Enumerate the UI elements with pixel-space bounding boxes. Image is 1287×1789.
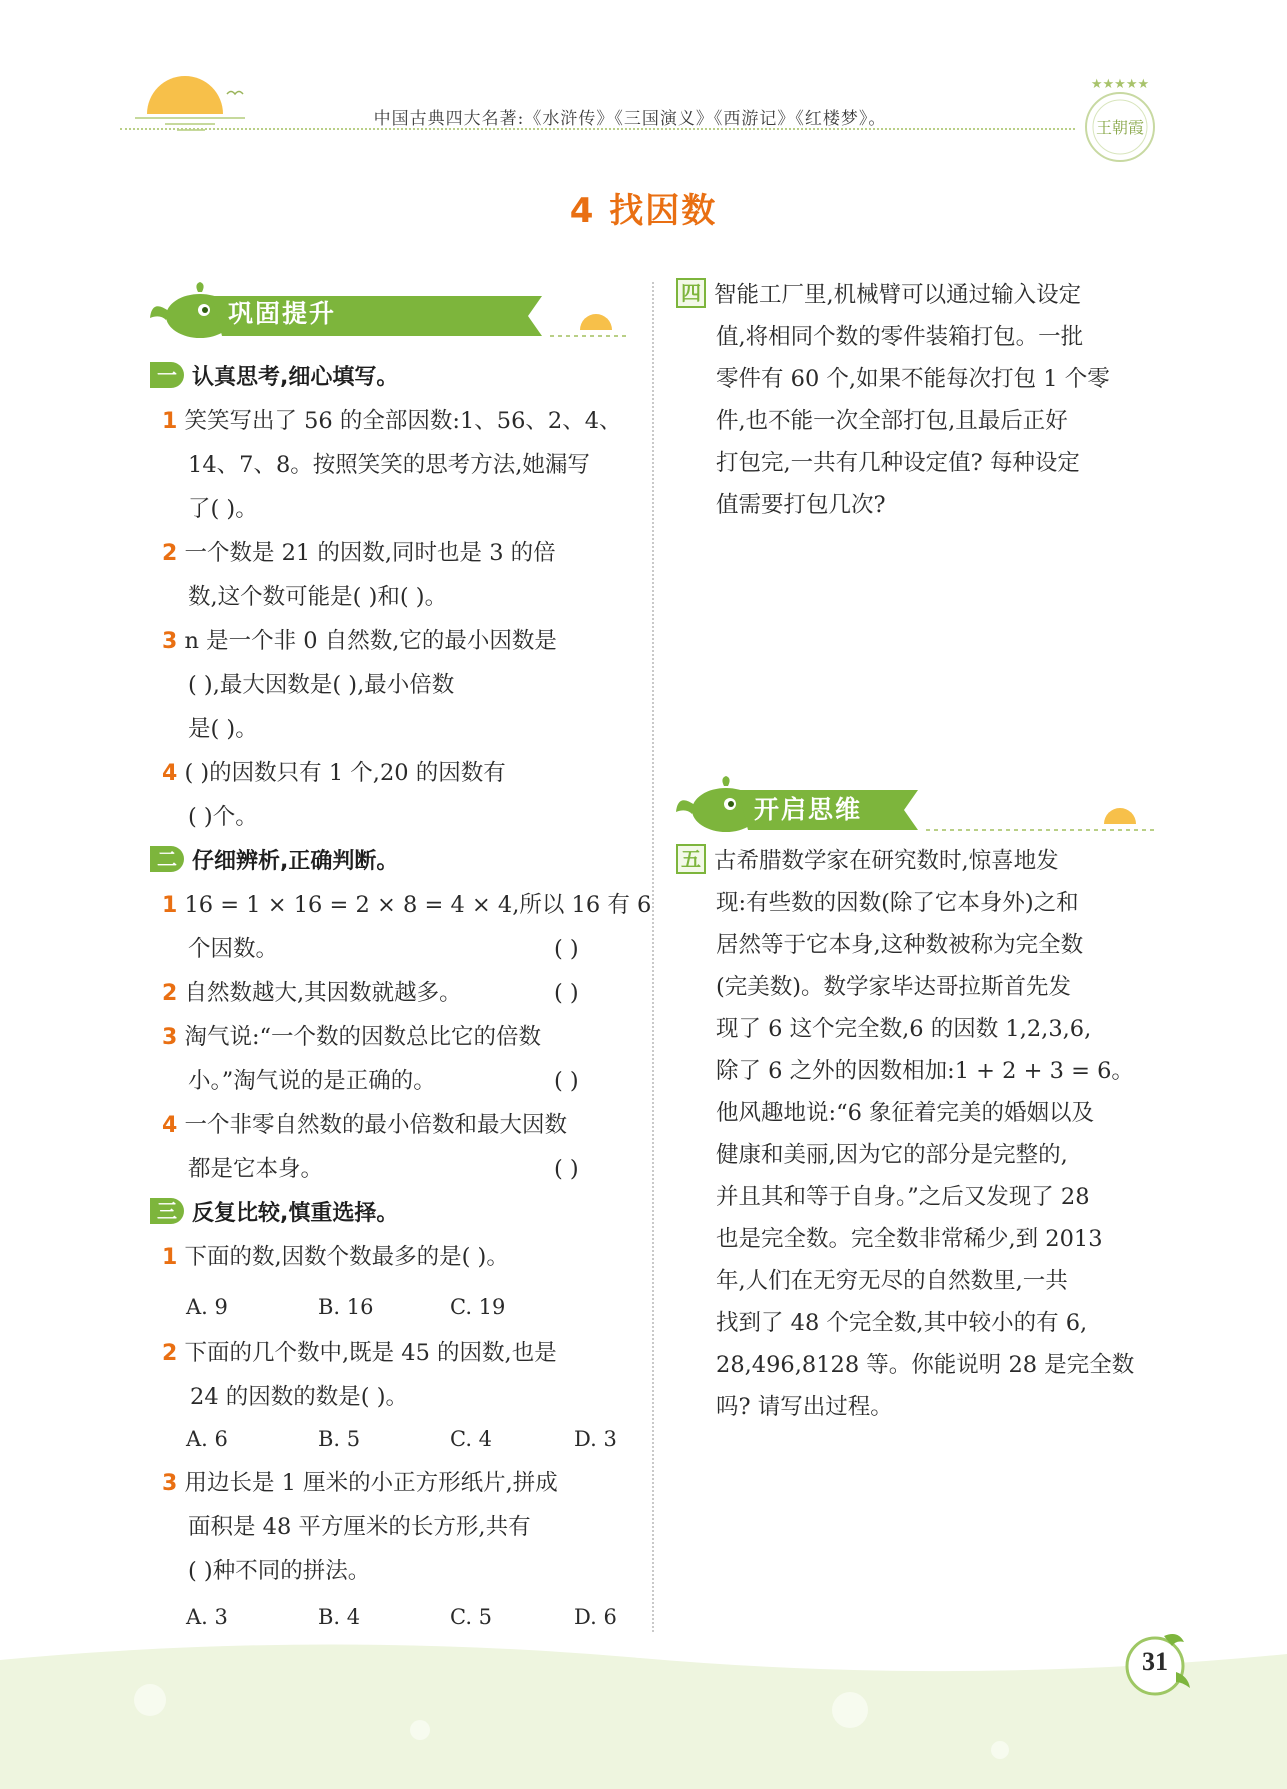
column-divider [652, 282, 654, 1632]
question-1-4 [162, 752, 506, 796]
question-number: 2 [162, 541, 178, 566]
part-tag: 三 [150, 1198, 184, 1224]
question-text: ( ),最大因数是( ),最小倍数 [188, 672, 455, 698]
option-b[interactable]: B. 5 [318, 1427, 361, 1451]
question-text: (完美数)。数学家毕达哥拉斯首先发 [716, 974, 1072, 1000]
question-text: 件,也不能一次全部打包,且最后正好 [716, 408, 1068, 434]
question-text: 古希腊数学家在研究数时,惊喜地发 [714, 848, 1059, 874]
brand-seal-text: 王朝霞 [1095, 118, 1145, 137]
question-3-2 [162, 1332, 557, 1376]
question-text: 16 = 1 × 16 = 2 × 8 = 4 × 4,所以 16 有 6 [184, 892, 652, 918]
question-number: 4 [162, 1113, 178, 1138]
option-c[interactable]: C. 4 [450, 1427, 493, 1451]
part-heading-text: 仔细辨析,正确判断。 [192, 849, 399, 874]
question-3-3 [162, 1462, 558, 1506]
answer-parentheses[interactable]: ( ) [554, 1068, 579, 1094]
answer-parentheses[interactable]: ( ) [554, 936, 579, 962]
header-caption: 中国古典四大名著:《水浒传》《三国演义》《西游记》《红楼梦》。 [373, 109, 887, 129]
question-text: 现了 6 这个完全数,6 的因数 1,2,3,6, [716, 1016, 1092, 1042]
question-number: 1 [162, 893, 178, 918]
part-two-heading [150, 840, 398, 884]
page-title: 4 找因数 [569, 191, 718, 231]
question-text: 小。”淘气说的是正确的。 [188, 1068, 436, 1094]
question-text: 年,人们在无穷无尽的自然数里,一共 [716, 1268, 1068, 1294]
question-text: 并且其和等于自身。”之后又发现了 28 [716, 1184, 1090, 1210]
option-b[interactable]: B. 16 [318, 1295, 374, 1319]
question-text: 现:有些数的因数(除了它本身外)之和 [716, 890, 1079, 916]
question-number: 1 [162, 1245, 178, 1270]
question-text: 值,将相同个数的零件装箱打包。一批 [716, 324, 1084, 350]
part-tag: 四 [676, 278, 706, 308]
option-a[interactable]: A. 9 [186, 1295, 228, 1319]
question-4 [676, 274, 1081, 318]
question-text: 健康和美丽,因为它的部分是完整的, [716, 1142, 1068, 1168]
section-banner-thinking [676, 776, 1156, 840]
section-title: 开启思维 [754, 795, 863, 824]
answer-parentheses[interactable]: ( ) [554, 980, 579, 1006]
option-c[interactable]: C. 19 [450, 1295, 506, 1319]
question-text: ( )个。 [188, 804, 258, 830]
question-2-1 [162, 884, 651, 928]
question-text: 智能工厂里,机械臂可以通过输入设定 [714, 282, 1082, 308]
question-2-4 [162, 1104, 567, 1148]
option-b[interactable]: B. 4 [318, 1605, 361, 1629]
question-text: 打包完,一共有几种设定值? 每种设定 [716, 450, 1080, 476]
question-3-1 [162, 1236, 509, 1280]
section-title: 巩固提升 [228, 299, 337, 328]
part-heading-text: 反复比较,慎重选择。 [192, 1201, 399, 1226]
part-one-heading [150, 356, 398, 400]
page-number: 31 [1142, 1647, 1168, 1676]
whale-banner-icon [676, 776, 1156, 840]
question-number: 2 [162, 1341, 178, 1366]
question-1-3 [162, 620, 557, 664]
question-text: 一个数是 21 的因数,同时也是 3 的倍 [184, 540, 556, 566]
question-text: 28,496,8128 等。你能说明 28 是完全数 [716, 1352, 1135, 1378]
question-text: 值需要打包几次? [716, 492, 886, 518]
question-text: 他风趣地说:“6 象征着完美的婚姻以及 [716, 1100, 1095, 1126]
question-text: 个因数。 [188, 936, 279, 962]
question-1-1 [162, 400, 622, 444]
question-number: 2 [162, 981, 178, 1006]
question-text: 是( )。 [188, 716, 258, 742]
question-text: n 是一个非 0 自然数,它的最小因数是 [184, 628, 557, 654]
question-text: 数,这个数可能是( )和( )。 [188, 584, 448, 610]
question-text: ( )的因数只有 1 个,20 的因数有 [184, 760, 506, 786]
question-text: 下面的数,因数个数最多的是( )。 [184, 1244, 509, 1270]
question-text: 找到了 48 个完全数,其中较小的有 6, [716, 1310, 1088, 1336]
question-text: 自然数越大,其因数就越多。 [184, 980, 462, 1006]
question-text: 笑笑写出了 56 的全部因数:1、56、2、4、 [184, 408, 622, 434]
answer-parentheses[interactable]: ( ) [554, 1156, 579, 1182]
question-number: 3 [162, 1471, 178, 1496]
question-text: 也是完全数。完全数非常稀少,到 2013 [716, 1226, 1103, 1252]
question-5 [676, 840, 1059, 884]
question-text: 14、7、8。按照笑笑的思考方法,她漏写 [188, 452, 590, 478]
bottom-wave-decoration [0, 1640, 1287, 1789]
option-a[interactable]: A. 3 [186, 1605, 228, 1629]
part-tag: 一 [150, 362, 184, 388]
question-2-3 [162, 1016, 541, 1060]
question-text: 用边长是 1 厘米的小正方形纸片,拼成 [184, 1470, 558, 1496]
question-number: 3 [162, 629, 178, 654]
question-text: 居然等于它本身,这种数被称为完全数 [716, 932, 1084, 958]
option-d[interactable]: D. 6 [574, 1605, 617, 1629]
question-text: ( )种不同的拼法。 [188, 1558, 371, 1584]
part-tag: 二 [150, 846, 184, 872]
question-2-2 [162, 972, 462, 1016]
question-text: 淘气说:“一个数的因数总比它的倍数 [184, 1024, 542, 1050]
part-heading-text: 认真思考,细心填写。 [192, 365, 399, 390]
part-tag: 五 [676, 844, 706, 874]
svg-text:★★★★★: ★★★★★ [1090, 77, 1150, 92]
question-text: 零件有 60 个,如果不能每次打包 1 个零 [716, 366, 1110, 392]
question-1-2 [162, 532, 556, 576]
part-three-heading [150, 1192, 398, 1236]
question-text: 面积是 48 平方厘米的长方形,共有 [188, 1514, 531, 1540]
question-text: 了( )。 [188, 496, 258, 522]
question-number: 1 [162, 409, 178, 434]
option-a[interactable]: A. 6 [186, 1427, 228, 1451]
question-number: 4 [162, 761, 178, 786]
question-text: 下面的几个数中,既是 45 的因数,也是 [184, 1340, 557, 1366]
question-text: 吗? 请写出过程。 [716, 1394, 893, 1420]
right-column [676, 0, 1166, 1640]
question-text: 都是它本身。 [188, 1156, 324, 1182]
question-text: 一个非零自然数的最小倍数和最大因数 [184, 1112, 567, 1138]
question-text: 除了 6 之外的因数相加:1 + 2 + 3 = 6。 [716, 1058, 1134, 1084]
option-c[interactable]: C. 5 [450, 1605, 493, 1629]
question-number: 3 [162, 1025, 178, 1050]
question-text: 24 的因数的数是( )。 [190, 1384, 408, 1410]
option-d[interactable]: D. 3 [574, 1427, 617, 1451]
